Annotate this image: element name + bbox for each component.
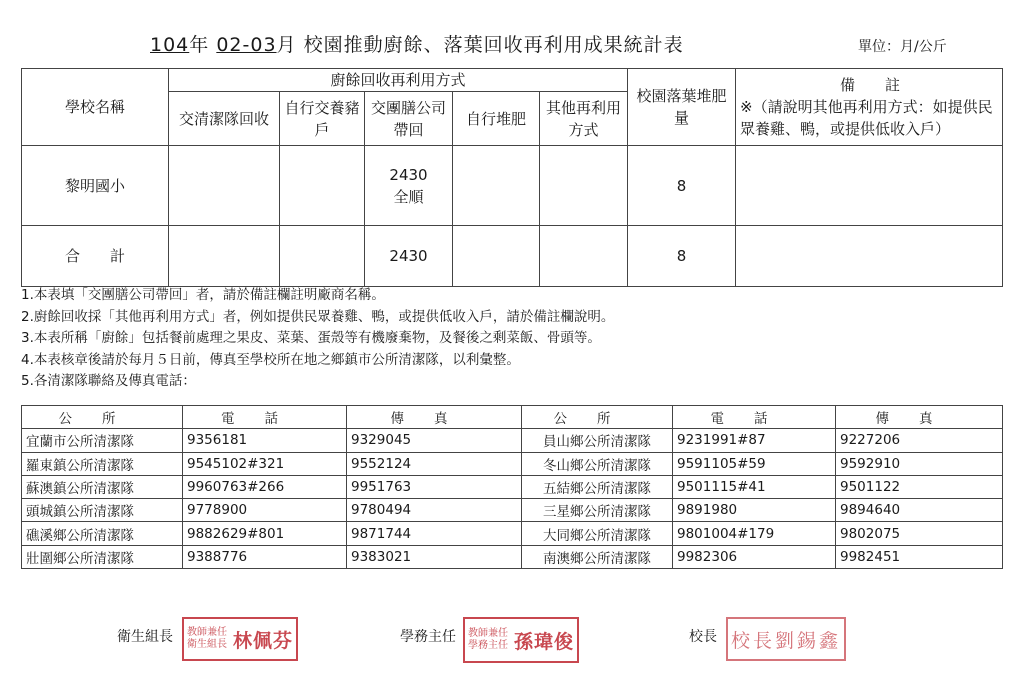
- cell-leaf-compost: 8: [628, 146, 736, 226]
- fax: 9383021: [347, 545, 522, 568]
- cell-catering: [365, 146, 453, 226]
- method-header-catering: 交團膳公司帶回: [365, 92, 453, 146]
- method-header-other: 其他再利用方式: [540, 92, 628, 146]
- table-row: [22, 545, 1003, 568]
- office-name: 蘇澳鎮公所清潔隊: [22, 475, 183, 498]
- office-name: 南澳鄉公所清潔隊: [522, 545, 673, 568]
- fax: 9802075: [836, 522, 1003, 545]
- cell-remarks: [736, 146, 1003, 226]
- cell-other: [540, 226, 628, 287]
- catering-company: 全順: [393, 187, 424, 206]
- cell-cleaning: [169, 146, 280, 226]
- office-name: 頭城鎮公所清潔隊: [22, 499, 183, 522]
- contacts-table: [21, 405, 1003, 569]
- fax: 9227206: [836, 429, 1003, 452]
- student-affairs-stamp: [463, 617, 579, 663]
- header-fax: 傳真: [347, 406, 522, 429]
- compost-header: 校園落葉堆肥量: [628, 69, 736, 146]
- table-row: [22, 452, 1003, 475]
- school-header: 學校名稱: [22, 69, 169, 146]
- principal-stamp: 校長劉錫鑫: [726, 617, 846, 661]
- page-title: 104年 02-03月 校園推動廚餘、落葉回收再利用成果統計表: [150, 34, 684, 56]
- cell-other: [540, 146, 628, 226]
- stats-table: [21, 68, 1003, 287]
- header-phone: 電話: [673, 406, 836, 429]
- phone: 9501115#41: [673, 475, 836, 498]
- office-name: 五結鄉公所清潔隊: [522, 475, 673, 498]
- method-header-self-compost: 自行堆肥: [453, 92, 540, 146]
- note-item: 4.本表核章後請於每月５日前，傳真至學校所在地之鄉鎮市公所清潔隊，以利彙整。: [21, 351, 520, 368]
- phone: 9545102#321: [183, 452, 347, 475]
- catering-value: 2430: [389, 165, 428, 184]
- phone: 9891980: [673, 499, 836, 522]
- fax: 9501122: [836, 475, 1003, 498]
- office-name: 宜蘭市公所清潔隊: [22, 429, 183, 452]
- note-item: 3.本表所稱「廚餘」包括餐前處理之果皮、菜葉、蛋殼等有機廢棄物，及餐後之剩菜飯、骨頭等。: [21, 330, 601, 346]
- phone: 9231991#87: [673, 429, 836, 452]
- fax: 9894640: [836, 499, 1003, 522]
- office-name: 員山鄉公所清潔隊: [522, 429, 673, 452]
- phone: 9778900: [183, 499, 347, 522]
- cell-leaf-compost: 8: [628, 226, 736, 287]
- method-header-pig: 自行交養豬戶: [280, 92, 365, 146]
- cell-remarks: [736, 226, 1003, 287]
- school-name: 黎明國小: [22, 146, 169, 226]
- header-fax: 傳真: [836, 406, 1003, 429]
- principal-label: 校長: [689, 629, 717, 645]
- cell-catering: 2430: [365, 226, 453, 287]
- stamp-name: 孫瑋俊: [514, 630, 575, 653]
- phone: 9356181: [183, 429, 347, 452]
- health-director-stamp: [182, 617, 298, 661]
- phone: 9882629#801: [183, 522, 347, 545]
- stamp-name: 林佩芬: [233, 629, 294, 652]
- health-director-label: 衛生組長: [117, 629, 173, 645]
- office-name: 大同鄉公所清潔隊: [522, 522, 673, 545]
- student-affairs-label: 學務主任: [400, 629, 456, 645]
- table-row: [22, 429, 1003, 452]
- phone: 9388776: [183, 545, 347, 568]
- header-office: 公所: [522, 406, 673, 429]
- note-item: 1.本表填「交團膳公司帶回」者，請於備註欄註明廠商名稱。: [21, 287, 385, 303]
- cell-cleaning: [169, 226, 280, 287]
- fax: 9780494: [347, 499, 522, 522]
- table-row: [22, 499, 1003, 522]
- remarks-header: [736, 69, 1003, 146]
- cell-pig: [280, 226, 365, 287]
- table-row: [22, 475, 1003, 498]
- office-name: 礁溪鄉公所清潔隊: [22, 522, 183, 545]
- unit-label: 單位：月/公斤: [858, 39, 947, 55]
- remarks-title: 備 註: [840, 76, 901, 94]
- remarks-description: ※（請說明其他再利用方式：如提供民眾養雞、鴨，或提供低收入戶）: [740, 98, 993, 138]
- phone: 9591105#59: [673, 452, 836, 475]
- stamp-title: 教師兼任 衛生組長: [187, 627, 227, 650]
- office-name: 壯圍鄉公所清潔隊: [22, 545, 183, 568]
- header-phone: 電話: [183, 406, 347, 429]
- fax: 9871744: [347, 522, 522, 545]
- fax: 9982451: [836, 545, 1003, 568]
- table-row: [22, 522, 1003, 545]
- method-group-header: 廚餘回收再利用方式: [169, 69, 628, 92]
- cell-self-compost: [453, 146, 540, 226]
- phone: 9982306: [673, 545, 836, 568]
- total-row: [22, 226, 1003, 287]
- method-header-cleaning: 交清潔隊回收: [169, 92, 280, 146]
- office-name: 冬山鄉公所清潔隊: [522, 452, 673, 475]
- fax: 9951763: [347, 475, 522, 498]
- office-name: 羅東鎮公所清潔隊: [22, 452, 183, 475]
- cell-self-compost: [453, 226, 540, 287]
- note-item: 5.各清潔隊聯絡及傳真電話：: [21, 373, 196, 389]
- fax: 9552124: [347, 452, 522, 475]
- total-label: 合 計: [22, 226, 169, 287]
- office-name: 三星鄉公所清潔隊: [522, 499, 673, 522]
- note-item: 2.廚餘回收採「其他再利用方式」者，例如提供民眾養雞、鴨，或提供低收入戶，請於備註欄說明。: [21, 308, 615, 325]
- phone: 9801004#179: [673, 522, 836, 545]
- cell-pig: [280, 146, 365, 226]
- fax: 9329045: [347, 429, 522, 452]
- contacts-header-row: [22, 406, 1003, 429]
- notes-list: [21, 285, 1011, 393]
- table-row: [22, 146, 1003, 226]
- fax: 9592910: [836, 452, 1003, 475]
- header-office: 公所: [22, 406, 183, 429]
- stamp-title: 教師兼任 學務主任: [468, 628, 508, 651]
- phone: 9960763#266: [183, 475, 347, 498]
